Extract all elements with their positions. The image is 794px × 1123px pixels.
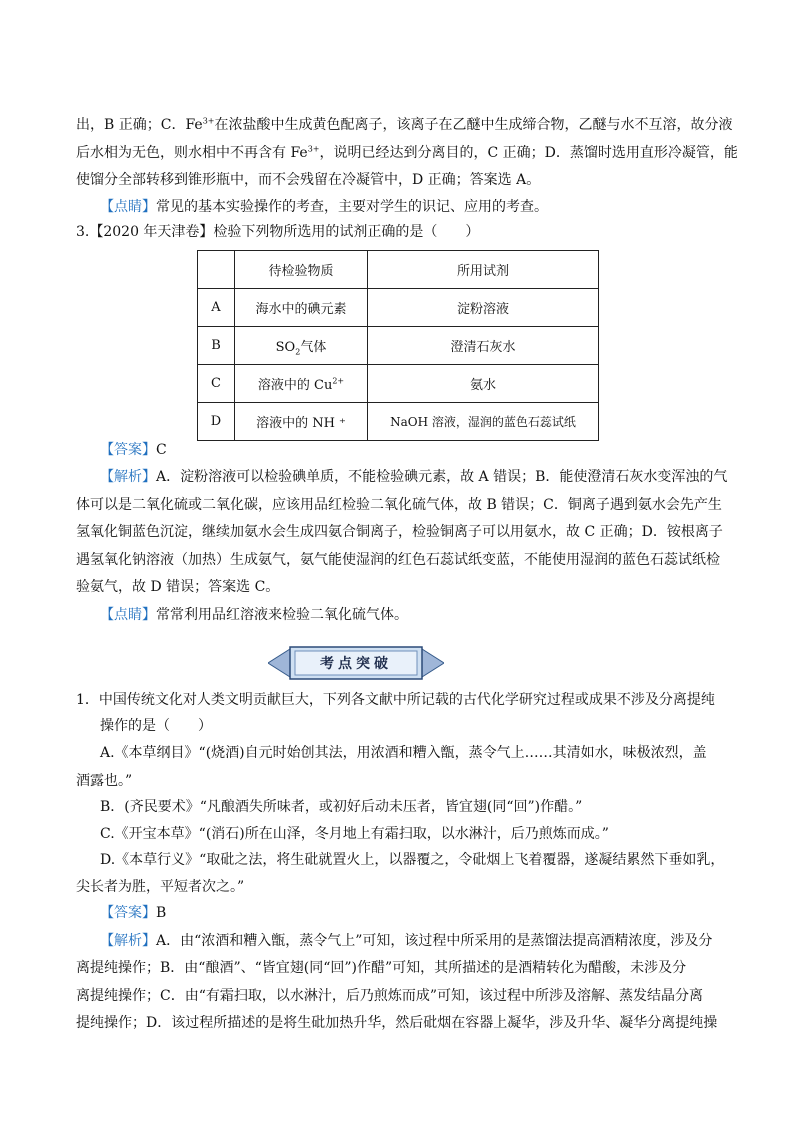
- table-row: [198, 403, 599, 441]
- analysis-line: 提纯操作；D．该过程所描述的是将生砒加热升华，然后砒烟在容器上凝华，涉及升华、凝华分离提纯操: [76, 1015, 718, 1031]
- banner-title: 考点突破: [320, 656, 392, 672]
- question-1-stem: 操作的是（ ）: [100, 718, 212, 734]
- analysis-tag: 【解析】: [100, 933, 156, 949]
- substance-cell: $SO_2$气体: [235, 327, 368, 365]
- substance-cell: 溶液中的 $Cu^{2+}$: [235, 365, 368, 403]
- dianjing-tag: 【点睛】: [100, 199, 156, 215]
- table-row: [198, 289, 599, 327]
- substance-cell: 溶液中的 NH ⁺: [235, 403, 368, 441]
- reagent-cell: 淀粉溶液: [368, 289, 599, 327]
- table-header-cell: 所用试剂: [368, 251, 599, 289]
- answer-tag: 【答案】: [100, 442, 156, 458]
- option-label: D: [198, 403, 235, 441]
- option-label: B: [198, 327, 235, 365]
- table-row: [198, 365, 599, 403]
- analysis-line: 【解析】A．淀粉溶液可以检验碘单质，不能检验碘元素，故 A 错误；B．能使澄清石灰水变浑浊的气: [100, 469, 728, 485]
- answer-tag: 【答案】: [100, 905, 156, 921]
- option-label: A: [198, 289, 235, 327]
- answer-paragraph-line: 后水相为无色，则水相中不再含有 $Fe^{3+}$，说明已经达到分离目的，C 正确；D．蒸馏时选用直形冷凝管，能: [76, 144, 738, 161]
- analysis-line: 体可以是二氧化硫或二氧化碳，应该用品红检验二氧化硫气体，故 B 错误；C．铜离子遇到氨水会先产生: [76, 497, 722, 513]
- table-row: [198, 327, 599, 365]
- option-label: C: [198, 365, 235, 403]
- analysis-line: 氢氧化铜蓝色沉淀，继续加氨水会生成四氨合铜离子，检验铜离子可以用氨水，故 C 正确；D．铵根离子: [76, 524, 723, 540]
- analysis-tag: 【解析】: [100, 469, 156, 485]
- dianjing-tag: 【点睛】: [100, 607, 156, 623]
- option-d: 尖长者为胜，平短者次之。”: [76, 879, 245, 895]
- option-a: A.《本草纲目》“(烧酒)自元时始创其法，用浓酒和糟入甑，蒸令气上……其清如水，味极浓烈，盖: [100, 745, 707, 761]
- answer-paragraph-line: 使馏分全部转移到锥形瓶中，而不会残留在冷凝管中，D 正确；答案选 A。: [76, 172, 541, 188]
- section-banner: [268, 643, 444, 683]
- analysis-line: 离提纯操作；C．由“有霜扫取，以水淋汁，后乃煎炼而成”可知，该过程中所涉及溶解、蒸发结晶分离: [76, 988, 704, 1004]
- option-c: C.《开宝本草》“(消石)所在山泽，冬月地上有霜扫取，以水淋汁，后乃煎炼而成。”: [100, 826, 609, 842]
- analysis-line: 离提纯操作；B．由“酿酒”、“皆宜翅(同“回”)作醋”可知，其所描述的是酒精转化为醋酸，未涉及分: [76, 960, 687, 976]
- reagent-cell: 澄清石灰水: [368, 327, 599, 365]
- answer-line: 【答案】B: [100, 905, 167, 921]
- option-b: B．(齐民要术》“凡酿酒失所味者，或初好后动未压者，皆宜翅(同“回”)作醋。”: [100, 799, 583, 815]
- option-d: D.《本草行义》“取砒之法，将生砒就置火上，以器覆之，令砒烟上飞着覆器，遂凝结累然下垂如乳，: [100, 852, 725, 868]
- substance-cell: 海水中的碘元素: [235, 289, 368, 327]
- analysis-line: 【解析】A．由“浓酒和糟入甑，蒸令气上”可知，该过程中所采用的是蒸馏法提高酒精浓度，涉及分: [100, 933, 713, 949]
- reagent-cell: 氨水: [368, 365, 599, 403]
- table-header-cell: [198, 251, 235, 289]
- analysis-line: 遇氢氧化钠溶液（加热）生成氨气，氨气能使湿润的红色石蕊试纸变蓝，不能使用湿润的蓝色石蕊试纸检: [76, 552, 720, 568]
- table-header-cell: 待检验物质: [235, 251, 368, 289]
- reagent-table: [197, 250, 599, 441]
- option-a: 酒露也。”: [76, 773, 133, 789]
- table-header-row: [198, 251, 599, 289]
- answer-paragraph-line: 出，B 正确；C．$Fe^{3+}$在浓盐酸中生成黄色配离子，该离子在乙醚中生成缔合物，乙醚与水不互溶，故分液: [76, 116, 733, 133]
- question-3-stem: 3.【2020 年天津卷】检验下列物所选用的试剂正确的是（ ）: [76, 224, 480, 240]
- question-1-stem: 1．中国传统文化对人类文明贡献巨大，下列各文献中所记载的古代化学研究过程或成果不涉及分离提纯: [76, 692, 715, 708]
- reagent-cell: NaOH 溶液，湿润的蓝色石蕊试纸: [368, 403, 599, 441]
- dianjing-note: 【点睛】常见的基本实验操作的考查，主要对学生的识记、应用的考查。: [100, 199, 548, 215]
- answer-line: 【答案】C: [100, 442, 167, 458]
- dianjing-note: 【点睛】常常利用品红溶液来检验二氧化硫气体。: [100, 607, 408, 623]
- analysis-line: 验氨气，故 D 错误；答案选 C。: [76, 579, 280, 595]
